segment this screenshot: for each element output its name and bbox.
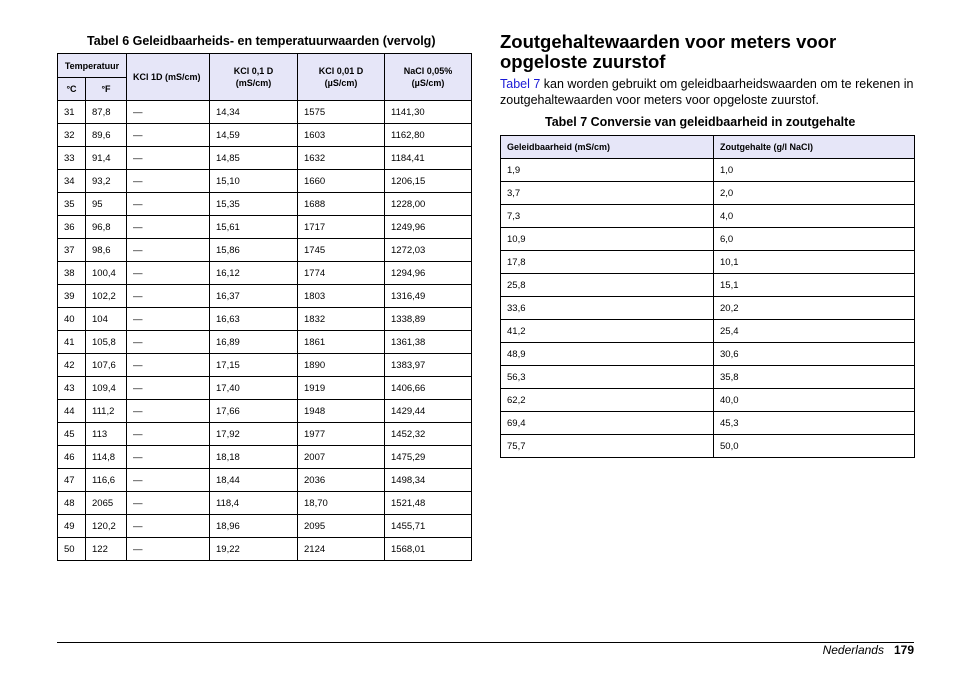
table-cell: 2,0 [714, 182, 915, 205]
table-cell: 15,86 [210, 239, 298, 262]
table-cell: 1688 [298, 193, 385, 216]
table-cell: 95 [86, 193, 127, 216]
table-cell: 120,2 [86, 515, 127, 538]
table-cell: 30,6 [714, 343, 915, 366]
table-cell: 69,4 [501, 412, 714, 435]
table7-row [501, 297, 915, 320]
table-cell: — [127, 377, 210, 400]
table-cell: 2124 [298, 538, 385, 561]
table-cell: 1475,29 [385, 446, 472, 469]
table6-row [58, 492, 472, 515]
table7-row [501, 412, 915, 435]
table-cell: 91,4 [86, 147, 127, 170]
table6-row [58, 377, 472, 400]
table-cell: 62,2 [501, 389, 714, 412]
table7-row [501, 366, 915, 389]
table-cell: 18,70 [298, 492, 385, 515]
table-cell: 14,85 [210, 147, 298, 170]
table-cell: 48 [58, 492, 86, 515]
table-cell: 87,8 [86, 101, 127, 124]
table-cell: 17,40 [210, 377, 298, 400]
table6-row [58, 515, 472, 538]
table-cell: 1141,30 [385, 101, 472, 124]
table-cell: 102,2 [86, 285, 127, 308]
table-cell: 1162,80 [385, 124, 472, 147]
header-kcl-01d: KCl 0,1 D (mS/cm) [210, 54, 298, 101]
table-cell: — [127, 147, 210, 170]
table-cell: 105,8 [86, 331, 127, 354]
table-cell: 1272,03 [385, 239, 472, 262]
table-cell: 1294,96 [385, 262, 472, 285]
table-cell: — [127, 124, 210, 147]
table-cell: 1568,01 [385, 538, 472, 561]
table-cell: 40 [58, 308, 86, 331]
table-cell: 43 [58, 377, 86, 400]
table7-row [501, 320, 915, 343]
table-cell: 122 [86, 538, 127, 561]
table-cell: 1316,49 [385, 285, 472, 308]
table-cell: 2065 [86, 492, 127, 515]
table-cell: 75,7 [501, 435, 714, 458]
table6-row [58, 354, 472, 377]
header-fahrenheit: °F [86, 78, 127, 101]
table-cell: 1919 [298, 377, 385, 400]
table7-row [501, 274, 915, 297]
table7-row [501, 251, 915, 274]
table6-row [58, 101, 472, 124]
table-cell: 19,22 [210, 538, 298, 561]
table-cell: 1948 [298, 400, 385, 423]
table-cell: 17,92 [210, 423, 298, 446]
intro-paragraph [500, 77, 920, 108]
table6-caption: Tabel 6 Geleidbaarheids- en temperatuurwaarden (vervolg) [87, 34, 436, 48]
table-cell: 2007 [298, 446, 385, 469]
table-cell: 15,10 [210, 170, 298, 193]
table-cell: 16,37 [210, 285, 298, 308]
table-cell: 15,61 [210, 216, 298, 239]
table-cell: 1745 [298, 239, 385, 262]
table-cell: 1206,15 [385, 170, 472, 193]
table-cell: 114,8 [86, 446, 127, 469]
table-cell: 33 [58, 147, 86, 170]
table-cell: 1861 [298, 331, 385, 354]
table-cell: 16,89 [210, 331, 298, 354]
page-footer [823, 643, 914, 657]
table6-row [58, 124, 472, 147]
table-cell: 16,63 [210, 308, 298, 331]
table-cell: 31 [58, 101, 86, 124]
table-cell: 1521,48 [385, 492, 472, 515]
table-cell: 1498,34 [385, 469, 472, 492]
table-cell: — [127, 170, 210, 193]
table-cell: 1832 [298, 308, 385, 331]
table-cell: 25,4 [714, 320, 915, 343]
table-cell: 3,7 [501, 182, 714, 205]
table6-row [58, 308, 472, 331]
table-cell: — [127, 193, 210, 216]
table-cell: 1774 [298, 262, 385, 285]
table-cell: 41,2 [501, 320, 714, 343]
table-cell: 107,6 [86, 354, 127, 377]
table-cell: 40,0 [714, 389, 915, 412]
table-cell: 1361,38 [385, 331, 472, 354]
table-cell: 42 [58, 354, 86, 377]
table-cell: 1717 [298, 216, 385, 239]
table-cell: 35 [58, 193, 86, 216]
table7-row [501, 205, 915, 228]
table-cell: 36 [58, 216, 86, 239]
table-cell: 46 [58, 446, 86, 469]
table-cell: 41 [58, 331, 86, 354]
table-cell: 2036 [298, 469, 385, 492]
table-cell: 14,34 [210, 101, 298, 124]
table-cell: 10,9 [501, 228, 714, 251]
header-zoutgehalte: Zoutgehalte (g/l NaCl) [714, 136, 915, 159]
table6-row [58, 446, 472, 469]
table7-body [501, 159, 915, 458]
header-temperatuur: Temperatuur [58, 54, 127, 78]
table-cell: 47 [58, 469, 86, 492]
table-cell: 45 [58, 423, 86, 446]
header-geleidbaarheid: Geleidbaarheid (mS/cm) [501, 136, 714, 159]
table-cell: 1455,71 [385, 515, 472, 538]
table-cell: 14,59 [210, 124, 298, 147]
table-cell: 25,8 [501, 274, 714, 297]
table-cell: 1575 [298, 101, 385, 124]
table-cell: 1429,44 [385, 400, 472, 423]
table-cell: 1,0 [714, 159, 915, 182]
table-cell: — [127, 446, 210, 469]
table-cell: — [127, 423, 210, 446]
table-cell: 33,6 [501, 297, 714, 320]
table6-row [58, 170, 472, 193]
conductivity-temperature-table [57, 53, 472, 561]
table6-row [58, 331, 472, 354]
table7-row [501, 228, 915, 251]
table7-row [501, 435, 915, 458]
table-cell: 1,9 [501, 159, 714, 182]
table6-row [58, 285, 472, 308]
table-cell: 17,66 [210, 400, 298, 423]
table-cell: 89,6 [86, 124, 127, 147]
table-cell: — [127, 354, 210, 377]
table-cell: 44 [58, 400, 86, 423]
table-cell: 48,9 [501, 343, 714, 366]
table7-caption: Tabel 7 Conversie van geleidbaarheid in zoutgehalte [545, 115, 856, 129]
table-cell: 1338,89 [385, 308, 472, 331]
table-cell: 1660 [298, 170, 385, 193]
table6-row [58, 147, 472, 170]
table7-link[interactable]: Tabel 7 [500, 77, 541, 91]
table-cell: 49 [58, 515, 86, 538]
table6-body [58, 101, 472, 561]
footer-rule [57, 642, 914, 643]
intro-text: kan worden gebruikt om geleidbaarheidswaarden om te rekenen in zoutgehaltewaarden voor meters voor opgeloste zuurstof. [500, 77, 914, 107]
table-cell: 113 [86, 423, 127, 446]
table-cell: 111,2 [86, 400, 127, 423]
table-cell: 1249,96 [385, 216, 472, 239]
table6-row [58, 469, 472, 492]
table-cell: 1890 [298, 354, 385, 377]
table-cell: 109,4 [86, 377, 127, 400]
table-cell: — [127, 239, 210, 262]
table6-row [58, 239, 472, 262]
table-cell: 32 [58, 124, 86, 147]
table-cell: — [127, 492, 210, 515]
table-cell: — [127, 285, 210, 308]
table-cell: 17,15 [210, 354, 298, 377]
table-cell: 116,6 [86, 469, 127, 492]
table-cell: 93,2 [86, 170, 127, 193]
table-cell: 1228,00 [385, 193, 472, 216]
header-kcl-1d: KCl 1D (mS/cm) [127, 54, 210, 101]
table-cell: 1632 [298, 147, 385, 170]
table-cell: 2095 [298, 515, 385, 538]
table-cell: 34 [58, 170, 86, 193]
footer-language: Nederlands [822, 643, 884, 657]
table-cell: 15,1 [714, 274, 915, 297]
table-cell: — [127, 262, 210, 285]
table6-row [58, 262, 472, 285]
table-cell: — [127, 216, 210, 239]
table7-row [501, 343, 915, 366]
table6-row [58, 216, 472, 239]
table6-row [58, 193, 472, 216]
table-cell: — [127, 101, 210, 124]
table-cell: — [127, 308, 210, 331]
table-cell: 6,0 [714, 228, 915, 251]
table-cell: 18,44 [210, 469, 298, 492]
table-cell: 1452,32 [385, 423, 472, 446]
salinity-conversion-table [500, 135, 915, 458]
table-cell: 1406,66 [385, 377, 472, 400]
table-cell: 10,1 [714, 251, 915, 274]
header-nacl: NaCl 0,05% (µS/cm) [385, 54, 472, 101]
table-cell: 1803 [298, 285, 385, 308]
table-cell: — [127, 331, 210, 354]
table-cell: 1977 [298, 423, 385, 446]
table-cell: 18,96 [210, 515, 298, 538]
table6-row [58, 538, 472, 561]
table6-row [58, 400, 472, 423]
table-cell: — [127, 538, 210, 561]
table-cell: — [127, 400, 210, 423]
page-number: 179 [893, 643, 914, 657]
table-cell: 1603 [298, 124, 385, 147]
table-cell: — [127, 469, 210, 492]
table-cell: 96,8 [86, 216, 127, 239]
table-cell: 104 [86, 308, 127, 331]
table-cell: 20,2 [714, 297, 915, 320]
table-cell: 4,0 [714, 205, 915, 228]
table-cell: 100,4 [86, 262, 127, 285]
table-cell: — [127, 515, 210, 538]
table-cell: 35,8 [714, 366, 915, 389]
table-cell: 15,35 [210, 193, 298, 216]
table-cell: 18,18 [210, 446, 298, 469]
table7-row [501, 182, 915, 205]
section-heading: Zoutgehaltewaarden voor meters voor opgeloste zuurstof [500, 31, 837, 72]
table-cell: 39 [58, 285, 86, 308]
table-cell: 1184,41 [385, 147, 472, 170]
table-cell: 118,4 [210, 492, 298, 515]
table7-row [501, 159, 915, 182]
table-cell: 37 [58, 239, 86, 262]
table-cell: 45,3 [714, 412, 915, 435]
table-cell: 17,8 [501, 251, 714, 274]
table-cell: 16,12 [210, 262, 298, 285]
table6-row [58, 423, 472, 446]
table-cell: 38 [58, 262, 86, 285]
header-kcl-001d: KCl 0,01 D (µS/cm) [298, 54, 385, 101]
table-cell: 7,3 [501, 205, 714, 228]
table-cell: 1383,97 [385, 354, 472, 377]
header-celsius: °C [58, 78, 86, 101]
table-cell: 56,3 [501, 366, 714, 389]
table-cell: 98,6 [86, 239, 127, 262]
table-cell: 50 [58, 538, 86, 561]
table-cell: 50,0 [714, 435, 915, 458]
table7-row [501, 389, 915, 412]
